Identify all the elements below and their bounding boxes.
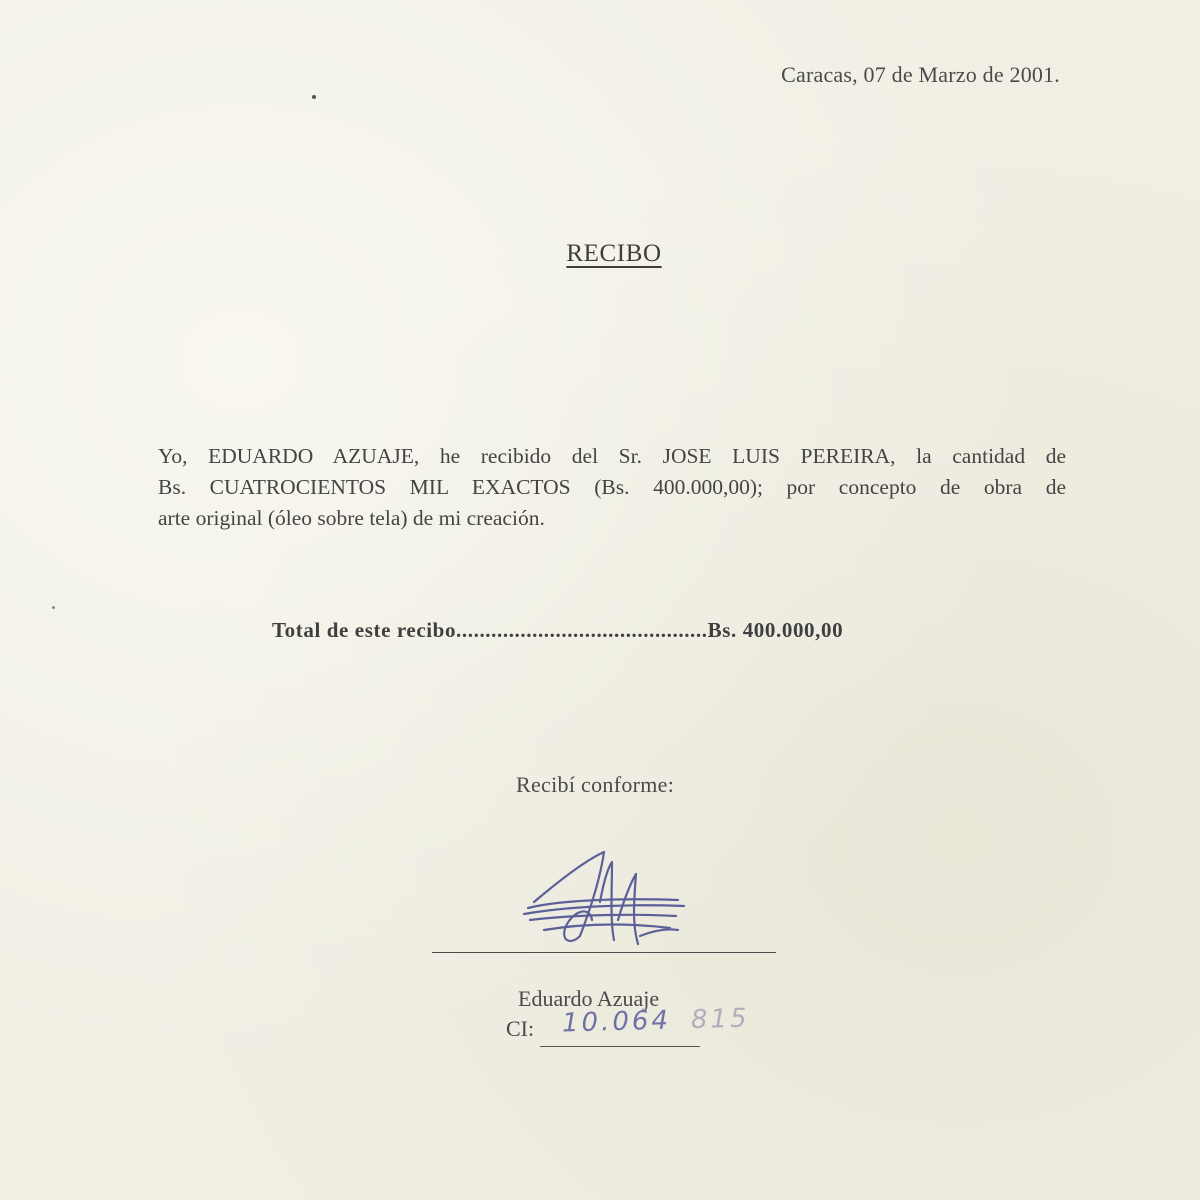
handwritten-signature xyxy=(500,840,700,960)
body-line: arte original (óleo sobre tela) de mi creación. xyxy=(158,506,545,530)
ci-handwritten-number xyxy=(562,1004,750,1039)
signer-name: Eduardo Azuaje xyxy=(518,986,660,1011)
date-line: Caracas, 07 de Marzo de 2001. xyxy=(781,62,1060,87)
ci-underline xyxy=(540,1046,700,1047)
total-line: Total de este recibo...........................................Bs. 400.000,00 xyxy=(272,618,844,642)
document-title: RECIBO xyxy=(566,240,662,267)
ci-number-main: 10.064 xyxy=(561,1005,672,1039)
body-line: Bs. CUATROCIENTOS MIL EXACTOS (Bs. 400.000,00); por concepto de obra de xyxy=(158,475,1066,499)
paper-speck xyxy=(52,606,55,609)
ci-number-faint: 815 xyxy=(690,1003,750,1036)
body-line: Yo, EDUARDO AZUAJE, he recibido del Sr. JOSE LUIS PEREIRA, la cantidad de xyxy=(158,444,1066,468)
signature-line xyxy=(432,952,776,953)
receipt-body xyxy=(158,441,1066,534)
conforme-label: Recibí conforme: xyxy=(516,772,675,797)
paper-speck xyxy=(312,95,316,99)
ci-label: CI: xyxy=(506,1016,535,1041)
